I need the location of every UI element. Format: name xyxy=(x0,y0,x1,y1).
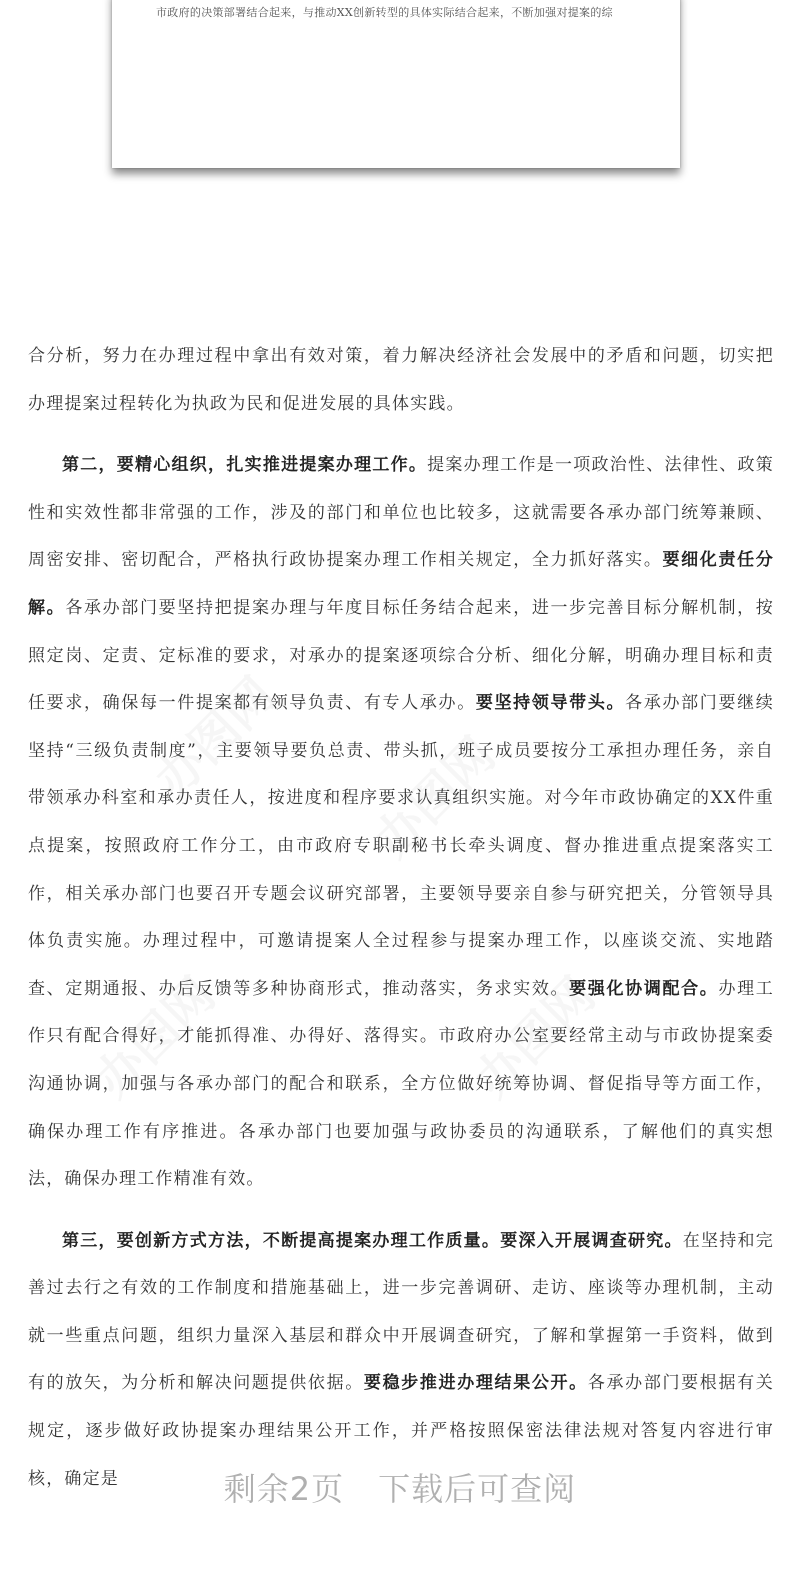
text-run: 各承办部门要坚持把提案办理与年度目标任务结合起来，进一步完善目标分解机制，按照定岗、定责、定标准的要求，对承办的提案逐项综合分析、细化分解，明确办理目标和责任要求，确保每一件提案都有领导负责、有专人承办。 xyxy=(28,597,774,714)
document-body xyxy=(28,333,774,1503)
text-run: 办理工作只有配合得好，才能抓得准、办得好、落得实。市政府办公室要经常主动与市政协提案委沟通协调，加强与各承办部门的配合和联系，全方位做好统筹协调、督促指导等方面工作，确保办理工作有序推进。各承办部门也要加强与政协委员的沟通联系，了解他们的真实想法，确保办理工作精准有效。 xyxy=(28,978,774,1190)
text-run: 各承办部门要根据有关规定，逐步做好政协提案办理结果公开工作，并严格按照保密法律法规对答复内容进行审核，确定是 xyxy=(28,1373,774,1489)
bold-heading-run: 要细化责任分解。 xyxy=(28,550,774,618)
remaining-pages-text: 剩余2页 xyxy=(223,1470,345,1508)
remaining-pages-banner[interactable] xyxy=(0,1464,800,1510)
paragraph xyxy=(28,442,774,1204)
bold-heading-run: 第二，要精心组织，扎实推进提案办理工作。 xyxy=(62,455,428,476)
text-run: 在坚持和完善过去行之有效的工作制度和措施基础上，进一步完善调研、走访、座谈等办理机制，主动就一些重点问题，组织力量深入基层和群众中开展调查研究，了解和掌握第一手资料，做到有的放矢，为分析和解决问题提供依据。 xyxy=(28,1230,774,1394)
preview-card-text: 市政府的决策部署结合起来，与推动XX创新转型的具体实际结合起来，不断加强对提案的综 xyxy=(156,6,613,19)
bold-heading-run: 要强化协调配合。 xyxy=(569,978,719,999)
download-hint-text: 下载后可查阅 xyxy=(378,1470,577,1508)
paragraph xyxy=(28,1218,774,1504)
text-run: 提案办理工作是一项政治性、法律性、政策性和实效性都非常强的工作，涉及的部门和单位也比较多，这就需要各承办部门统筹兼顾、周密安排、密切配合，严格执行政协提案办理工作相关规定，全力抓好落实。 xyxy=(28,455,774,571)
bold-heading-run: 要深入开展调查研究。 xyxy=(500,1230,683,1251)
bold-heading-run: 要稳步推进办理结果公开。 xyxy=(363,1373,588,1394)
bold-heading-run: 第三，要创新方式方法，不断提高提案办理工作质量。 xyxy=(62,1230,501,1251)
bold-heading-run: 要坚持领导带头。 xyxy=(475,693,626,714)
paragraph xyxy=(28,333,774,428)
text-run: 各承办部门要继续坚持“三级负责制度”，主要领导要负总责、带头抓，班子成员要按分工承担办理任务，亲自带领承办科室和承办责任人，按进度和程序要求认真组织实施。对今年市政协确定的XX件重点提案，按照政府工作分工，由市政府专职副秘书长牵头调度、督办推进重点提案落实工作，相关承办部门也要召开专题会议研究部署，主要领导要亲自参与研究把关，分管领导具体负责实施。办理过程中，可邀请提案人全过程参与提案办理工作，以座谈交流、实地踏查、定期通报、办后反馈等多种协商形式，推动落实，务求实效。 xyxy=(28,693,774,999)
document-preview-card xyxy=(112,0,680,168)
text-run: 合分析，努力在办理过程中拿出有效对策，着力解决经济社会发展中的矛盾和问题，切实把办理提案过程转化为执政为民和促进发展的具体实践。 xyxy=(28,346,774,414)
